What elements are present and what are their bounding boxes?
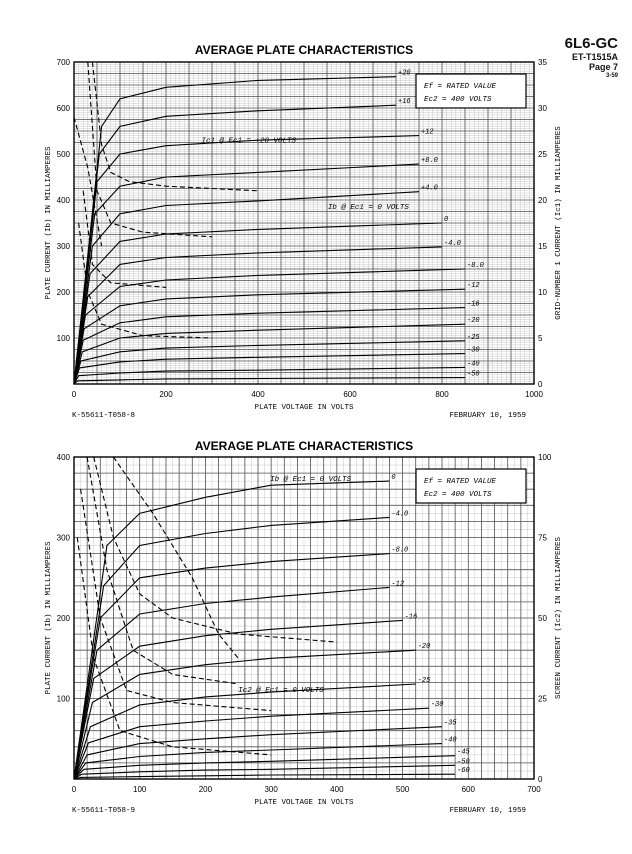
- x-axis-label: PLATE VOLTAGE IN VOLTS: [254, 404, 354, 412]
- series-label: -12: [467, 282, 480, 291]
- footer-right: FEBRUARY 10, 1959: [449, 412, 526, 420]
- series-label: -60: [457, 767, 470, 776]
- x-tick-label: 800: [435, 390, 449, 399]
- series-label: -20: [467, 317, 480, 326]
- series-label: -12: [391, 580, 405, 589]
- series-label: -25: [467, 333, 480, 342]
- curve-annotation-ib: Ib @ Ec1 = 0 VOLTS: [270, 476, 352, 485]
- grid-current-curve: [94, 457, 337, 642]
- y2-tick-label: 15: [538, 242, 547, 251]
- legend-line-2: Ec2 = 400 VOLTS: [424, 491, 492, 499]
- y-tick-label: 200: [56, 288, 70, 297]
- x-tick-label: 400: [330, 785, 344, 794]
- x-tick-label: 500: [395, 785, 410, 794]
- series-label: +20: [398, 69, 411, 78]
- series-label: -8.0: [391, 546, 409, 555]
- legend-line-1: Ef = RATED VALUE: [424, 478, 497, 486]
- series-label: -50: [467, 370, 480, 379]
- y-tick-label: 300: [56, 242, 70, 251]
- x-tick-label: 1000: [525, 390, 543, 399]
- series-label: -30: [467, 346, 480, 355]
- x-tick-label: 600: [461, 785, 475, 794]
- series-label: +12: [421, 128, 434, 137]
- series-label: -8.0: [467, 262, 484, 270]
- series-curve: [74, 378, 465, 384]
- chart-2: [45, 439, 563, 815]
- curve-annotation-ic2: Ic2 @ Ec1 = 0 VOLTS: [238, 687, 324, 696]
- y-tick-label: 500: [56, 150, 70, 159]
- series-label: -40: [467, 360, 480, 369]
- y2-tick-label: 10: [538, 288, 547, 297]
- y2-tick-label: 0: [538, 380, 543, 389]
- y2-axis-label: GRID-NUMBER 1 CURRENT (Ic1) IN MILLIAMPERES: [555, 126, 563, 320]
- x-tick-label: 600: [343, 390, 357, 399]
- issue-date: 3-59: [605, 73, 618, 79]
- page-number: Page 7: [588, 62, 618, 72]
- y2-tick-label: 5: [538, 334, 543, 343]
- y2-tick-label: 25: [538, 694, 547, 704]
- y-tick-label: 400: [56, 196, 70, 205]
- series-label: -40: [444, 736, 457, 745]
- series-label: -25: [417, 677, 431, 686]
- tube-type: 6L6-GC: [564, 35, 618, 52]
- document-number: ET-T1515A: [571, 52, 618, 62]
- x-tick-label: 400: [251, 390, 265, 399]
- y-tick-label: 100: [56, 334, 70, 343]
- y2-tick-label: 20: [538, 196, 547, 205]
- series-label: -35: [444, 719, 457, 728]
- x-tick-label: 300: [264, 785, 278, 794]
- y-tick-label: 300: [56, 533, 70, 543]
- y2-tick-label: 25: [538, 150, 547, 159]
- chart-1: [45, 43, 563, 420]
- x-axis-label: PLATE VOLTAGE IN VOLTS: [254, 799, 354, 807]
- series-label: -16: [467, 300, 480, 309]
- series-label: 0: [391, 474, 396, 483]
- curve-annotation-ib: Ib @ Ec1 = 0 VOLTS: [327, 204, 409, 213]
- y-tick-label: 100: [56, 694, 70, 704]
- x-tick-label: 200: [198, 785, 213, 794]
- x-tick-label: 200: [159, 390, 173, 399]
- grid-current-curve: [113, 457, 238, 658]
- grid-current-curve: [77, 538, 271, 755]
- y2-tick-label: 100: [538, 453, 552, 462]
- series-label: -45: [457, 748, 470, 757]
- y-axis-label: PLATE CURRENT (Ib) IN MILLIAMPERES: [45, 146, 53, 300]
- series-label: -50: [457, 758, 470, 767]
- series-label: +8.0: [421, 157, 438, 166]
- y-tick-label: 700: [56, 58, 70, 67]
- legend-line-1: Ef = RATED VALUE: [424, 83, 497, 91]
- x-tick-label: 100: [133, 785, 147, 794]
- y-tick-label: 200: [56, 614, 70, 623]
- chart-title: AVERAGE PLATE CHARACTERISTICS: [194, 43, 414, 57]
- y-axis-label: PLATE CURRENT (Ib) IN MILLIAMPERES: [45, 541, 53, 695]
- footer-right: FEBRUARY 10, 1959: [449, 807, 526, 815]
- y2-tick-label: 35: [538, 58, 547, 67]
- y2-tick-label: 30: [538, 104, 547, 113]
- y-tick-label: 400: [56, 453, 70, 462]
- footer-left: K-55611-T058-9: [72, 807, 136, 815]
- y2-tick-label: 50: [538, 614, 547, 623]
- legend-line-2: Ec2 = 400 VOLTS: [424, 96, 492, 104]
- footer-left: K-55611-T058-8: [72, 412, 136, 420]
- series-label: -30: [430, 701, 444, 710]
- y2-tick-label: 0: [538, 775, 543, 784]
- y2-tick-label: 75: [538, 533, 547, 543]
- x-tick-label: 0: [71, 390, 77, 399]
- series-label: +16: [398, 98, 411, 107]
- series-label: -4.0: [444, 239, 461, 248]
- y2-axis-label: SCREEN CURRENT (Ic2) IN MILLIAMPERES: [555, 536, 563, 700]
- series-label: -4.0: [391, 510, 409, 519]
- chart-title: AVERAGE PLATE CHARACTERISTICS: [194, 439, 414, 453]
- y-tick-label: 600: [56, 104, 70, 113]
- series-label: -20: [417, 643, 431, 652]
- curve-annotation-ic1: Ic1 @ Ec1 = +20 VOLTS: [201, 137, 297, 146]
- series-label: +4.0: [421, 184, 438, 193]
- series-label: -16: [404, 613, 418, 622]
- x-tick-label: 0: [71, 785, 77, 794]
- series-label: 0: [444, 216, 449, 224]
- x-tick-label: 700: [527, 785, 541, 794]
